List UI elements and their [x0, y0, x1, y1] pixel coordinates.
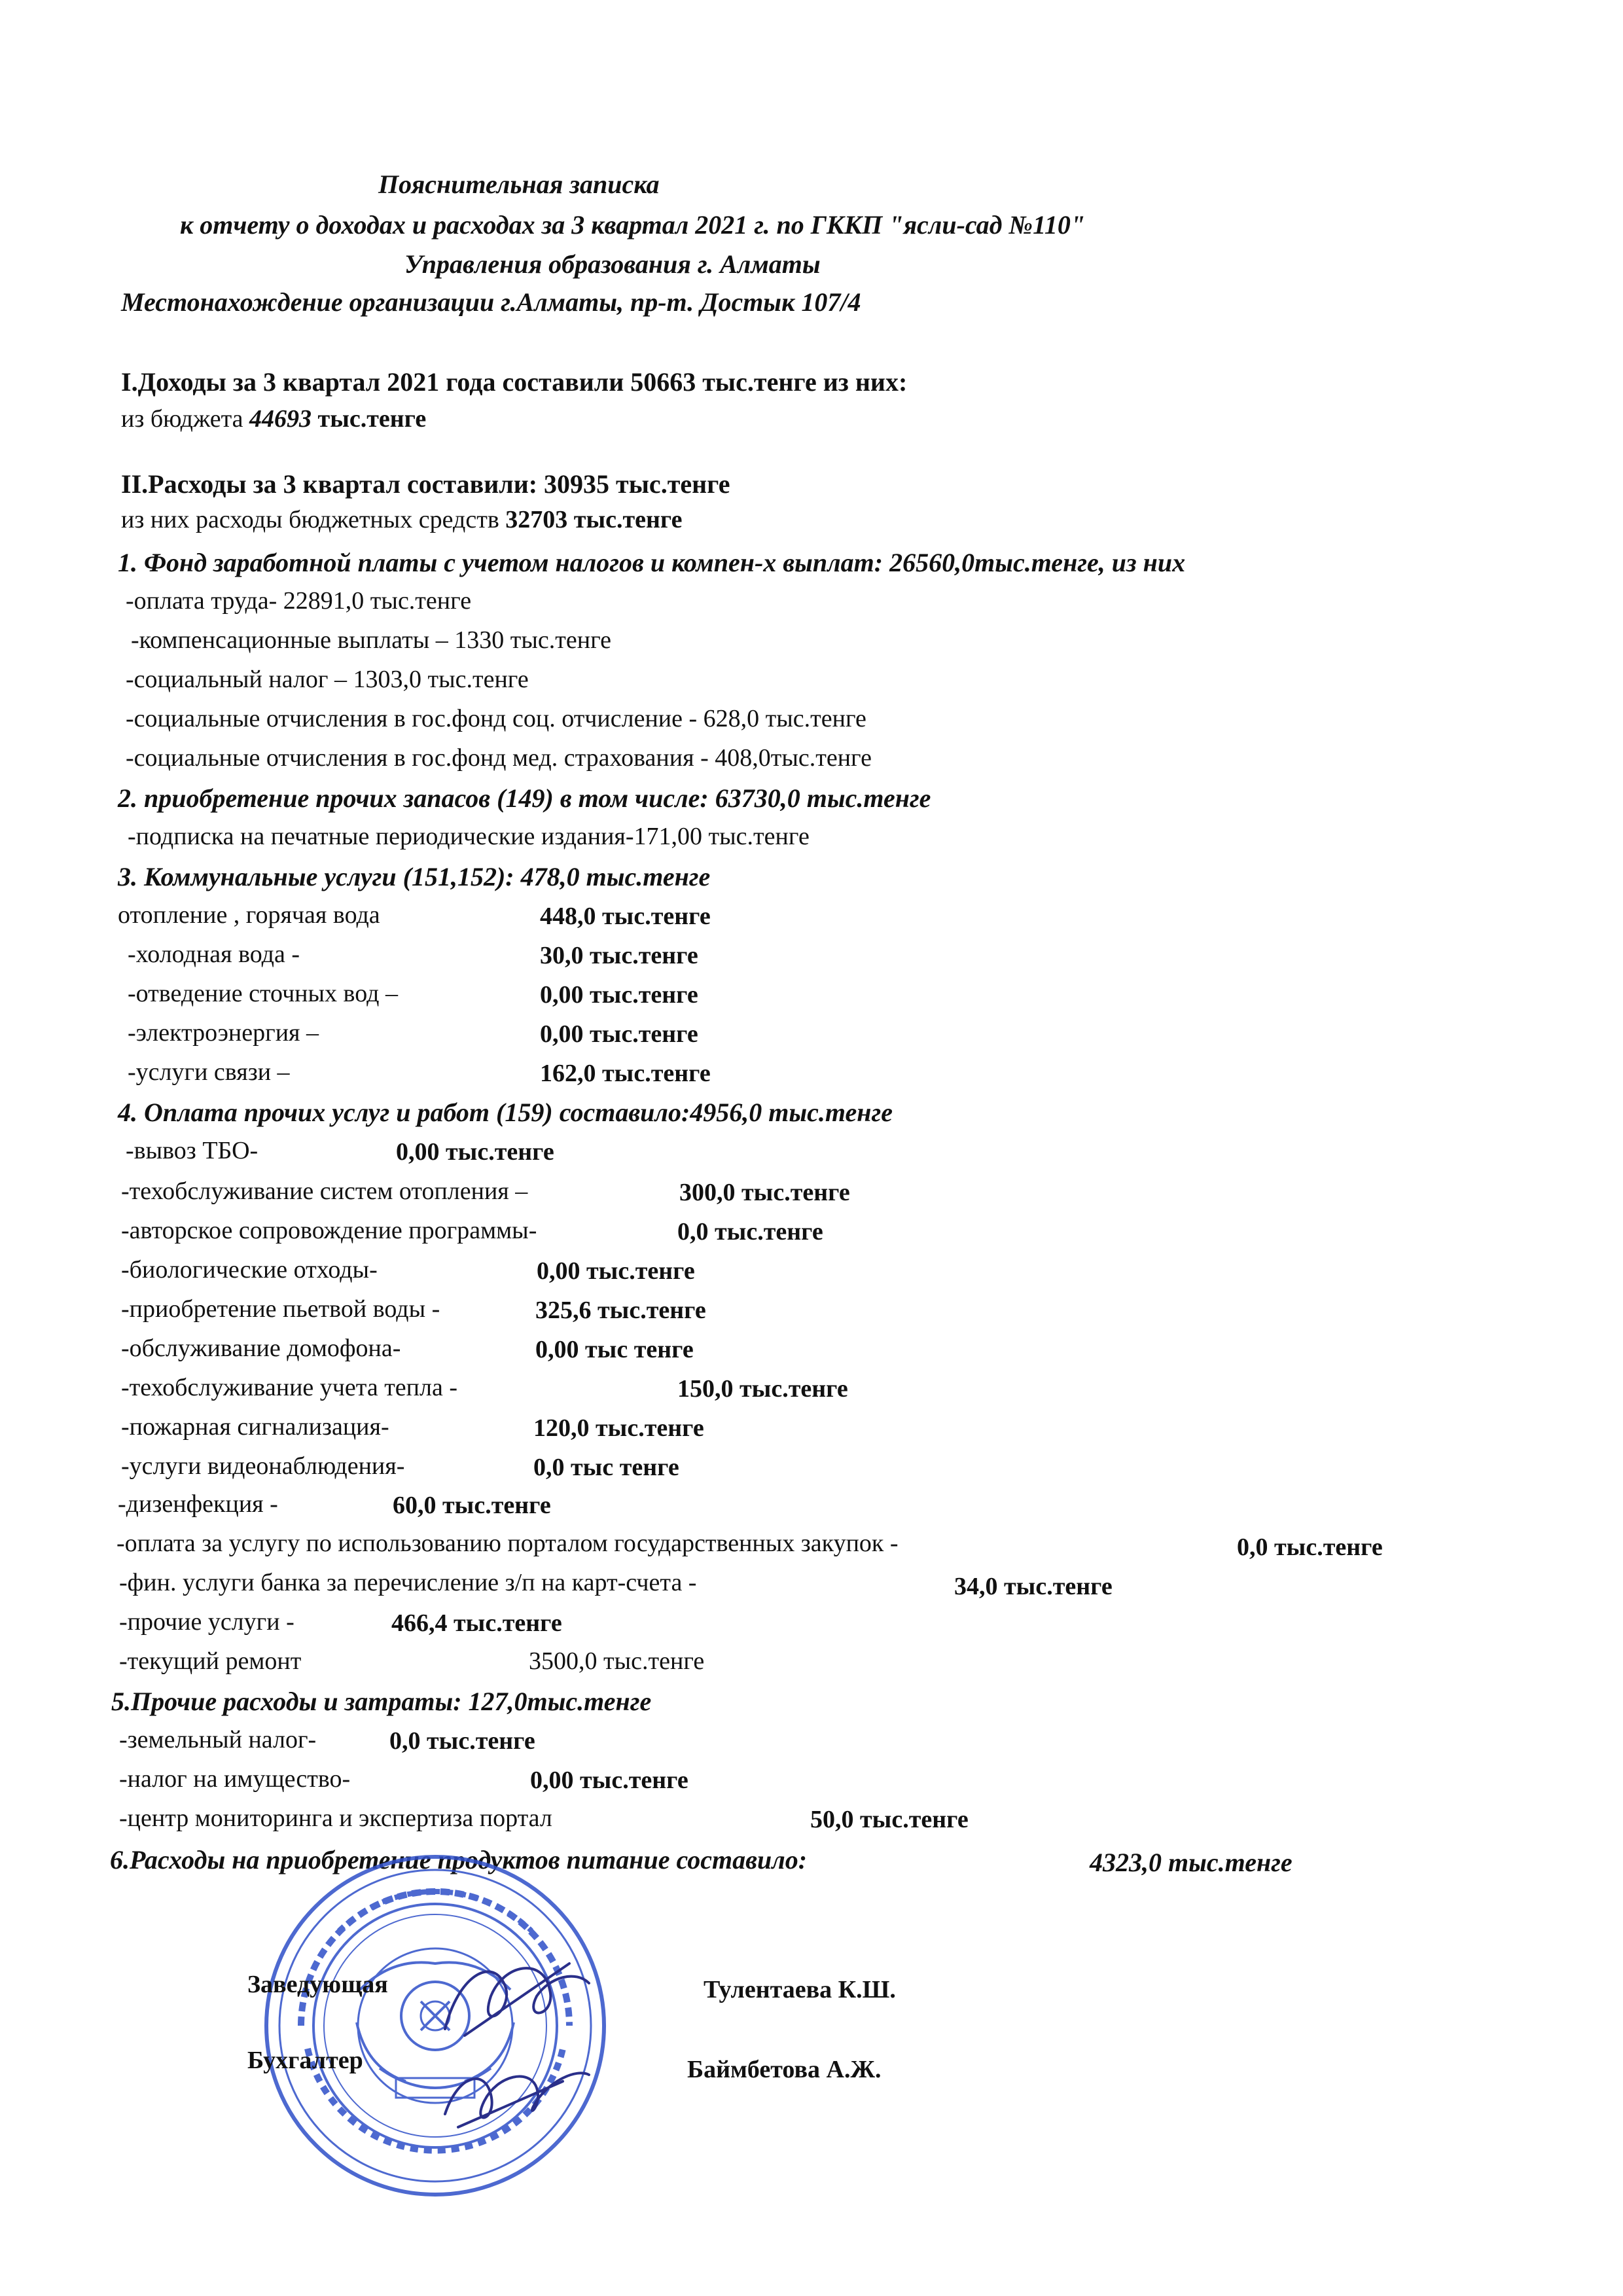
section5-item-value: 50,0 тыс.тенге	[810, 1806, 969, 1833]
section1-item: -оплата труда- 22891,0 тыс.тенге	[126, 587, 472, 615]
accountant-name: Баймбетова А.Ж.	[687, 2056, 882, 2083]
section4-item-value: 0,0 тыс тенге	[533, 1454, 679, 1481]
section5-item-label: -центр мониторинга и экспертиза портал	[119, 1804, 552, 1832]
section4-item-value: 34,0 тыс.тенге	[954, 1573, 1113, 1600]
section3-item-value: 30,0 тыс.тенге	[540, 942, 698, 969]
section4-item-label: -вывоз ТБО-	[126, 1137, 259, 1164]
section1-item: -социальные отчисления в гос.фонд соц. отчисление - 628,0 тыс.тенге	[126, 705, 866, 732]
head-name: Тулентаева К.Ш.	[704, 1976, 896, 2003]
section4-item-value: 0,00 тыс.тенге	[537, 1257, 695, 1285]
section5-heading: 5.Прочие расходы и затраты: 127,0тыс.тенге	[111, 1687, 652, 1716]
income-budget-value: 44693	[249, 405, 312, 433]
section2-item: -подписка на печатные периодические издания-171,00 тыс.тенге	[128, 823, 810, 850]
section4-item-label: -техобслуживание систем отопления –	[121, 1177, 528, 1205]
accountant-signature	[432, 2042, 602, 2147]
section6-value: 4323,0 тыс.тенге	[1090, 1848, 1293, 1877]
section5-item-label: -земельный налог-	[119, 1726, 317, 1753]
section1-item: -социальные отчисления в гос.фонд мед. страхования - 408,0тыс.тенге	[126, 744, 872, 772]
section2-heading: 2. приобретение прочих запасов (149) в том числе: 63730,0 тыс.тенге	[118, 783, 931, 813]
section4-item-label: -услуги видеонаблюдения-	[121, 1452, 405, 1480]
section1-heading: 1. Фонд заработной платы с учетом налогов и компен-х выплат: 26560,0тыс.тенге, из них	[118, 548, 1186, 577]
doc-subtitle: к отчету о доходах и расходах за 3 квартал 2021 г. по ГККП "ясли-сад №110"	[180, 210, 1086, 240]
section4-item-value: 120,0 тыс.тенге	[533, 1414, 704, 1442]
section4-item-label: -авторское сопровождение программы-	[121, 1217, 537, 1244]
section3-item-value: 0,00 тыс.тенге	[540, 981, 698, 1009]
section4-item-label: -прочие услуги -	[119, 1608, 294, 1636]
head-title: Заведующая	[247, 1971, 388, 1998]
section4-item-label: -фин. услуги банка за перечисление з/п на карт-счета -	[119, 1569, 697, 1596]
section4-item-value: 325,6 тыс.тенге	[535, 1297, 706, 1324]
section3-item-value: 448,0 тыс.тенге	[540, 903, 711, 930]
section3-item-value: 162,0 тыс.тенге	[540, 1060, 711, 1087]
section6-heading: 6.Расходы на приобретение продуктов питание составило:	[110, 1845, 808, 1874]
section3-item-label: -электроэнергия –	[128, 1019, 319, 1047]
income-budget-prefix: из бюджета	[121, 405, 243, 433]
section3-heading: 3. Коммунальные услуги (151,152): 478,0 тыс.тенге	[118, 862, 711, 891]
expenses-heading: II.Расходы за 3 квартал составили: 30935 тыс.тенге	[121, 469, 730, 499]
section4-item-label: -текущий ремонт	[119, 1647, 302, 1675]
section4-item-value: 0,0 тыс.тенге	[677, 1218, 823, 1246]
income-heading: I.Доходы за 3 квартал 2021 года составили 50663 тыс.тенге из них:	[121, 367, 908, 397]
income-budget-line	[121, 404, 426, 433]
section4-item-label: -приобретение пьетвой воды -	[121, 1295, 440, 1323]
section4-item-label: -обслуживание домофона-	[121, 1335, 401, 1362]
section3-item-value: 0,00 тыс.тенге	[540, 1020, 698, 1048]
section1-item: -социальный налог – 1303,0 тыс.тенге	[126, 666, 529, 693]
section3-item-label: -холодная вода -	[128, 941, 300, 968]
section4-item-label: -оплата за услугу по использованию порталом государственных закупок -	[116, 1530, 899, 1557]
section5-item-label: -налог на имущество-	[119, 1765, 351, 1793]
section4-item-value: 60,0 тыс.тенге	[393, 1492, 551, 1519]
section4-heading: 4. Оплата прочих услуг и работ (159) составило:4956,0 тыс.тенге	[118, 1098, 893, 1127]
section4-item-value: 0,00 тыс.тенге	[396, 1138, 554, 1166]
section4-item-label: -биологические отходы-	[121, 1256, 378, 1283]
section5-item-value: 0,00 тыс.тенге	[530, 1767, 688, 1794]
expenses-budget-value: 32703 тыс.тенге	[505, 506, 683, 533]
section4-item-value: 150,0 тыс.тенге	[677, 1375, 848, 1403]
expenses-budget-prefix: из них расходы бюджетных средств	[121, 506, 499, 533]
section3-item-label: отопление , горячая вода	[118, 901, 380, 929]
section4-item-value: 0,0 тыс.тенге	[1237, 1534, 1383, 1561]
section4-item-value: 466,4 тыс.тенге	[391, 1609, 562, 1637]
expenses-budget-line	[121, 505, 683, 534]
section3-item-label: -услуги связи –	[128, 1058, 290, 1086]
section4-item-label: -техобслуживание учета тепла -	[121, 1374, 457, 1401]
section4-item-value: 3500,0 тыс.тенге	[529, 1647, 705, 1675]
section4-item-label: -пожарная сигнализация-	[121, 1413, 389, 1441]
doc-location: Местонахождение организации г.Алматы, пр-т. Достык 107/4	[121, 287, 861, 317]
income-budget-unit: тыс.тенге	[312, 405, 427, 433]
accountant-title: Бухгалтер	[247, 2047, 363, 2074]
section4-item-value: 300,0 тыс.тенге	[679, 1179, 850, 1206]
section4-item-label: -дизенфекция -	[118, 1490, 278, 1518]
section4-item-value: 0,00 тыс тенге	[535, 1336, 694, 1363]
doc-department: Управления образования г. Алматы	[404, 249, 821, 279]
section1-item: -компенсационные выплаты – 1330 тыс.тенге	[131, 626, 612, 654]
section5-item-value: 0,0 тыс.тенге	[389, 1727, 535, 1755]
doc-title: Пояснительная записка	[378, 170, 660, 199]
section3-item-label: -отведение сточных вод –	[128, 980, 398, 1007]
